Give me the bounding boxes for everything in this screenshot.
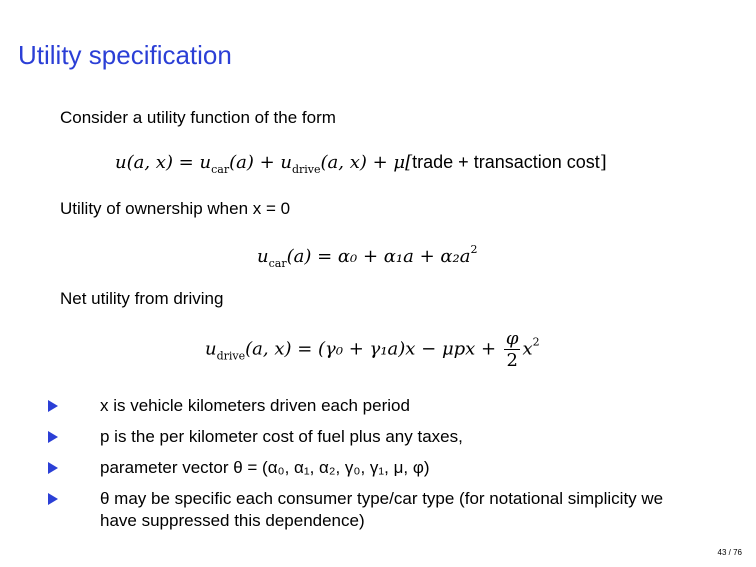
triangle-bullet-icon	[48, 493, 58, 505]
bullet-item	[48, 457, 668, 479]
eq1-end: ]	[599, 152, 607, 173]
bullet-list	[48, 395, 668, 541]
triangle-bullet-icon	[48, 400, 58, 412]
bullet-item	[48, 395, 668, 417]
eq1-mid1: (a) + u	[229, 152, 292, 173]
eq2-sub: car	[268, 257, 287, 270]
eq3-sup: 2	[532, 335, 540, 349]
page-number: 43 / 76	[717, 548, 742, 557]
bullet-text: p is the per kilometer cost of fuel plus any taxes,	[100, 427, 463, 446]
eq1-word: trade + transaction cost	[412, 152, 600, 172]
bullet-item	[48, 488, 668, 532]
bullet-text: parameter vector θ = (α₀, α₁, α₂, γ₀, γ₁, μ, φ)	[100, 458, 430, 477]
driving-text: Net utility from driving	[60, 289, 224, 308]
eq1-mid2: (a, x) + μ[	[320, 152, 413, 173]
slide-title: Utility specification	[18, 40, 232, 70]
eq3-rhs: (a, x) = (γ₀ + γ₁a)x − μpx +	[245, 338, 502, 360]
eq3-tail: x	[522, 338, 533, 360]
ownership-text: Utility of ownership when x = 0	[60, 199, 291, 218]
eq2-sup: 2	[470, 243, 478, 256]
frac-numerator: φ	[505, 328, 519, 349]
intro-text: Consider a utility function of the form	[60, 108, 336, 127]
car-utility-equation	[257, 243, 478, 270]
eq1-sub-drive: drive	[291, 163, 321, 176]
eq1-lhs: u(a, x) = u	[115, 152, 212, 173]
utility-equation	[115, 152, 607, 176]
eq3-sub: drive	[216, 349, 246, 363]
phi-over-two-fraction	[504, 328, 521, 371]
eq2-rhs: (a) = α₀ + α₁a + α₂a	[286, 246, 471, 267]
bullet-text: x is vehicle kilometers driven each period	[100, 396, 410, 415]
eq1-sub-car: car	[211, 163, 230, 176]
triangle-bullet-icon	[48, 431, 58, 443]
drive-utility-equation	[205, 328, 540, 371]
frac-denominator: 2	[506, 350, 518, 371]
bullet-text: θ may be specific each consumer type/car type (for notational simplicity we have suppressed this dependence)	[100, 489, 664, 530]
eq2-lhs: u	[257, 246, 269, 267]
bullet-item	[48, 426, 668, 448]
triangle-bullet-icon	[48, 462, 58, 474]
eq3-lhs: u	[205, 338, 217, 360]
